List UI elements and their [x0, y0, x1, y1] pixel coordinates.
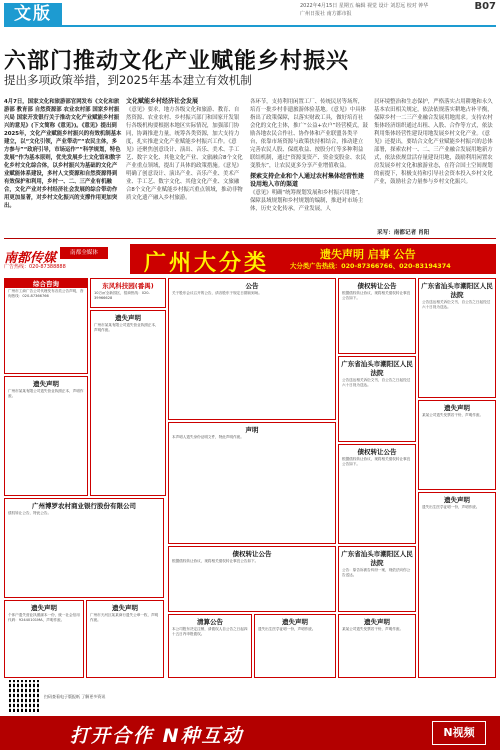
- classified-cell-body: 遗失出生医学证明一份，声明作废。: [258, 627, 316, 631]
- footer-banner: [0, 716, 500, 750]
- classified-cell-title: 遗失声明: [444, 404, 470, 412]
- column-3-text: 各环节，支持利用闲置工厂、传统民居等场所，培育一批乡村非遗旅游体验基地。《意见》中具体指出了政策保障，以落实财政工具，做好培育社会化的文化主体，推广“公益+农户”经营模式，鼓励各地农民合作社、协作体和产业联盟各类平台，依靠市场资源与政策扶持相结合，推动建立完善农民人股、保底收益、按股分红等多种利益联结机制，通过“资源变资产、资金变股金、农民变股东”，让农民更多分享产业增值收益。: [250, 99, 368, 169]
- classified-cell-body: 某某公司遗失发票若干份，声明作废。: [342, 627, 404, 631]
- issue-meta: 2022年4月15日 星期五 编辑 视觉 设计 刘思远 校对 钟华: [300, 3, 429, 9]
- classified-cell-body: 广州市某某有限公司遗失营业执照正本，声明作废。: [8, 389, 84, 398]
- section-tag: 文版: [4, 3, 62, 25]
- classified-cell-body: 公告送达相关诉讼文书，自公告之日起经过六十日视为送达。: [342, 378, 411, 387]
- classified-cell-title: 广东省汕头市潮阳区人民法院: [341, 360, 413, 377]
- article-subheadline: 提出多项政策举措，到2025年基本建立有效机制: [4, 73, 252, 87]
- classified-cell-title: 债权转让公告: [232, 550, 272, 558]
- classified-cell-title: 遗失声明: [33, 380, 59, 388]
- article-author: 采写：南都记者 肖阳: [377, 230, 430, 236]
- column-2-heading: 文化赋能乡村经济社会发展: [126, 98, 199, 105]
- classified-cell-body: 遗失出生医学证明一份，声明作废。: [422, 505, 480, 509]
- classified-cell-title: 遗失声明: [112, 604, 138, 612]
- classified-hot-topics: 遗失声明 启事 公告: [320, 248, 416, 261]
- classified-cell-body: 广州市某某有限公司遗失营业执照正本，声明作废。: [94, 323, 159, 332]
- classified-cell-title: 遗失声明: [31, 604, 57, 612]
- header-rule: [4, 25, 496, 27]
- classified-cell: [86, 600, 164, 678]
- classified-cell-body: 本公司股东决定注销，请债权人自公告之日起四十五日内申报债权。: [172, 627, 248, 636]
- classified-cell-title: 声明: [245, 426, 259, 434]
- classified-cell: [4, 278, 88, 374]
- n-video-logo: N视频: [432, 721, 486, 745]
- classified-cell: [338, 444, 416, 544]
- classified-cell-body: 某某公司遗失发票若干份，声明作废。: [422, 413, 484, 417]
- classified-cell: [418, 492, 496, 678]
- classified-cell: [338, 356, 416, 442]
- classified-cell-title: 东风科技园(番禺): [102, 282, 154, 290]
- classified-cell: [90, 278, 166, 308]
- classified-cell-body: 公告送达相关诉讼文书，自公告之日起经过六十日视为送达。: [422, 300, 491, 309]
- article-column-4: [374, 98, 496, 226]
- classified-cell-body: 关于股东会议召开的公告，请各股东于规定日期前到场。: [172, 291, 262, 295]
- classified-cell-body: 根据债权转让协议，现将相关债权转让事宜公告如下。: [342, 457, 411, 466]
- column-3-tail: 《意见》明确“统筹规划发展和乡村振兴用地”，保障县域规划和乡村规划的编制，推进对市场主体，历史文化传承，产业发展，人: [250, 190, 364, 212]
- classified-cell: [418, 278, 496, 398]
- classified-cell-body: 10万㎡全新园区，招商热线：020-39966628: [94, 291, 150, 300]
- section-divider: [4, 238, 496, 239]
- classified-cell: [168, 422, 336, 544]
- column-4-text: 居环境整治和生态保护，严格落实占用耕地和永久基本农田相关规定，依法依规落实耕地占补平衡，保障乡村一二三产业融合发展用地需求。支持农村集体经济组织通过出租、入股、合作等方式，依法利用集体经营性建设用地发展乡村文化产业。《意见》还提出，要结合文化产业赋能乡村振兴的总体部署，探索农村一、二、三产业融合发展用地新方式，依法依规盘活存量建设用地，鼓励利用闲置农房发展乡村文化和旅游业态，在符合国土空间规划的前提下，积极支持和引导社会资本投入乡村文化产业，鼓励社会力量参与乡村文化振兴。: [374, 99, 493, 185]
- classified-cell-title: 广州博罗农村商业银行股份有限公司: [32, 502, 136, 510]
- article-column-2: [126, 98, 244, 236]
- classified-cell-body: 公告：原告诉被告纠纷一案，现依法向你公告送达。: [342, 568, 411, 577]
- classified-cell-title: 广东省汕头市潮阳区人民法院: [341, 550, 413, 567]
- classified-cell: [4, 498, 164, 598]
- classified-cell-body: 本声明人遗失身份证明文件，特此声明作废。: [172, 435, 244, 439]
- classified-cell: [168, 546, 336, 612]
- classified-cell: [4, 600, 84, 678]
- classified-cell: [254, 614, 336, 678]
- classified-cell-title: 遗失声明: [364, 618, 390, 626]
- issue-meta-2: 广州日报社 南方都市报: [300, 11, 352, 17]
- classified-banner: [130, 244, 496, 274]
- column-2-text: 《意见》要求，地方各级文化和旅游、教育、自然资源、农业农村、乡村振兴部门和国家开发银行各级机构要根据本地区实际情况，加强部门协同，协调推进力量，统筹各类资源，加大支持力度，扎实推进文化产业赋能乡村振兴工作。《意见》还聚焦创意设计、演出、音乐、美术、手工艺、数字文化、其他文化产业、文旅融合8个文化产业重点领域，提出了具体的政策措施。《意见》明确了创意设计、演出产业、音乐产业、美术产业、手工艺、数字文化、其他文化产业、文旅融合8个文化产业赋能乡村振兴重点领域，推动非物质文化遗产融入乡村旅游。: [126, 107, 243, 201]
- classified-cell-title: 遗失声明: [282, 618, 308, 626]
- classified-cell: [338, 278, 416, 354]
- classified-cell-title: 广东省汕头市潮阳区人民法院: [421, 282, 493, 299]
- classified-cell-body: 个体户遗失营业执照副本一份，统一社会信用代码：92440101MA，声明作废。: [8, 613, 80, 622]
- classified-ad-header: [4, 244, 496, 274]
- classified-cell-title: 清算公告: [197, 618, 223, 626]
- classified-cell-title: 综合咨询: [5, 279, 87, 288]
- classified-cell-body: 债权转让公告，特此公告。: [8, 511, 52, 515]
- qr-caption: 扫码查看电子版报纸 了解更多资讯: [44, 694, 106, 699]
- brand-hotline: 广告热线：020-87388888: [4, 264, 66, 270]
- article-column-3: [250, 98, 368, 236]
- classified-cell-title: 遗失声明: [444, 496, 470, 504]
- classified-cell-body: 广州市天河区某某商行遗失公章一枚，声明作废。: [90, 613, 159, 622]
- classified-cell-title: 债权转让公告: [357, 282, 397, 290]
- classified-cell: [90, 310, 166, 496]
- classified-cell-body: 广州市工商广告公司代理发布各类公告声明，咨询热线：020-87366766: [8, 289, 84, 298]
- footer-slogan: 打开合作 N种互动: [70, 725, 244, 747]
- classified-cell: [418, 400, 496, 490]
- classified-cell-title: 遗失声明: [115, 314, 141, 322]
- classified-cell: [168, 278, 336, 420]
- page-number: B07: [474, 1, 496, 12]
- classified-cell: [338, 546, 416, 612]
- brand-logo: 南都传媒: [4, 251, 57, 266]
- classified-cell-title: 债权转让公告: [357, 448, 397, 456]
- qr-code-overlay: [9, 680, 41, 712]
- classified-title: 广州大分类: [144, 251, 270, 276]
- classified-cell-body: 根据债权转让协议，现将相关债权转让事宜公告如下。: [172, 559, 259, 563]
- page-header: [0, 0, 500, 28]
- classified-hotline: 大分类广告热线：020-87366766、020-83194374: [290, 262, 451, 270]
- classified-cell-body: 根据债权转让协议，现将相关债权转让事宜公告如下。: [342, 291, 411, 300]
- article-headline: 六部门推动文化产业赋能乡村振兴: [4, 49, 350, 74]
- classified-cell: [168, 614, 252, 678]
- classified-cell-title: 公告: [245, 282, 259, 290]
- article-lead: 4月7日，国家文化和旅游部官网发布《文化和旅游部 教育部 自然资源部 农业农村部 国家乡村振兴局 国家开发银行关于推动文化产业赋能乡村振兴的意见》(下文简称《意见》)。《意见》提出到2025年，文化产业赋能乡村振兴的有效机制基本建立，以“文化引领，产业带动”“农民主体，多方参与”“政府引导，市场运作”“科学规划，特色发展”作为基本原则，优先发展乡土文化馆和数字化乡村文化综合体，以乡村振兴为基础的文化产业赋能体系建设，多村人文资源和自然资源得到有效保护和利用，乡村一、二、三产业有机融合，文化产业对乡村经济社会发展的综合带动作用更加显著，对乡村文化振兴的支撑作用更加突出。: [4, 99, 122, 209]
- classified-cell: [338, 614, 416, 678]
- brand-badge: 南都全媒体: [60, 247, 108, 259]
- classified-cell: [4, 376, 88, 496]
- column-3-heading: 探索支持企业和个人通过农村集体经营性建设用地入市的渠道: [250, 173, 365, 188]
- classified-grid: [4, 278, 496, 718]
